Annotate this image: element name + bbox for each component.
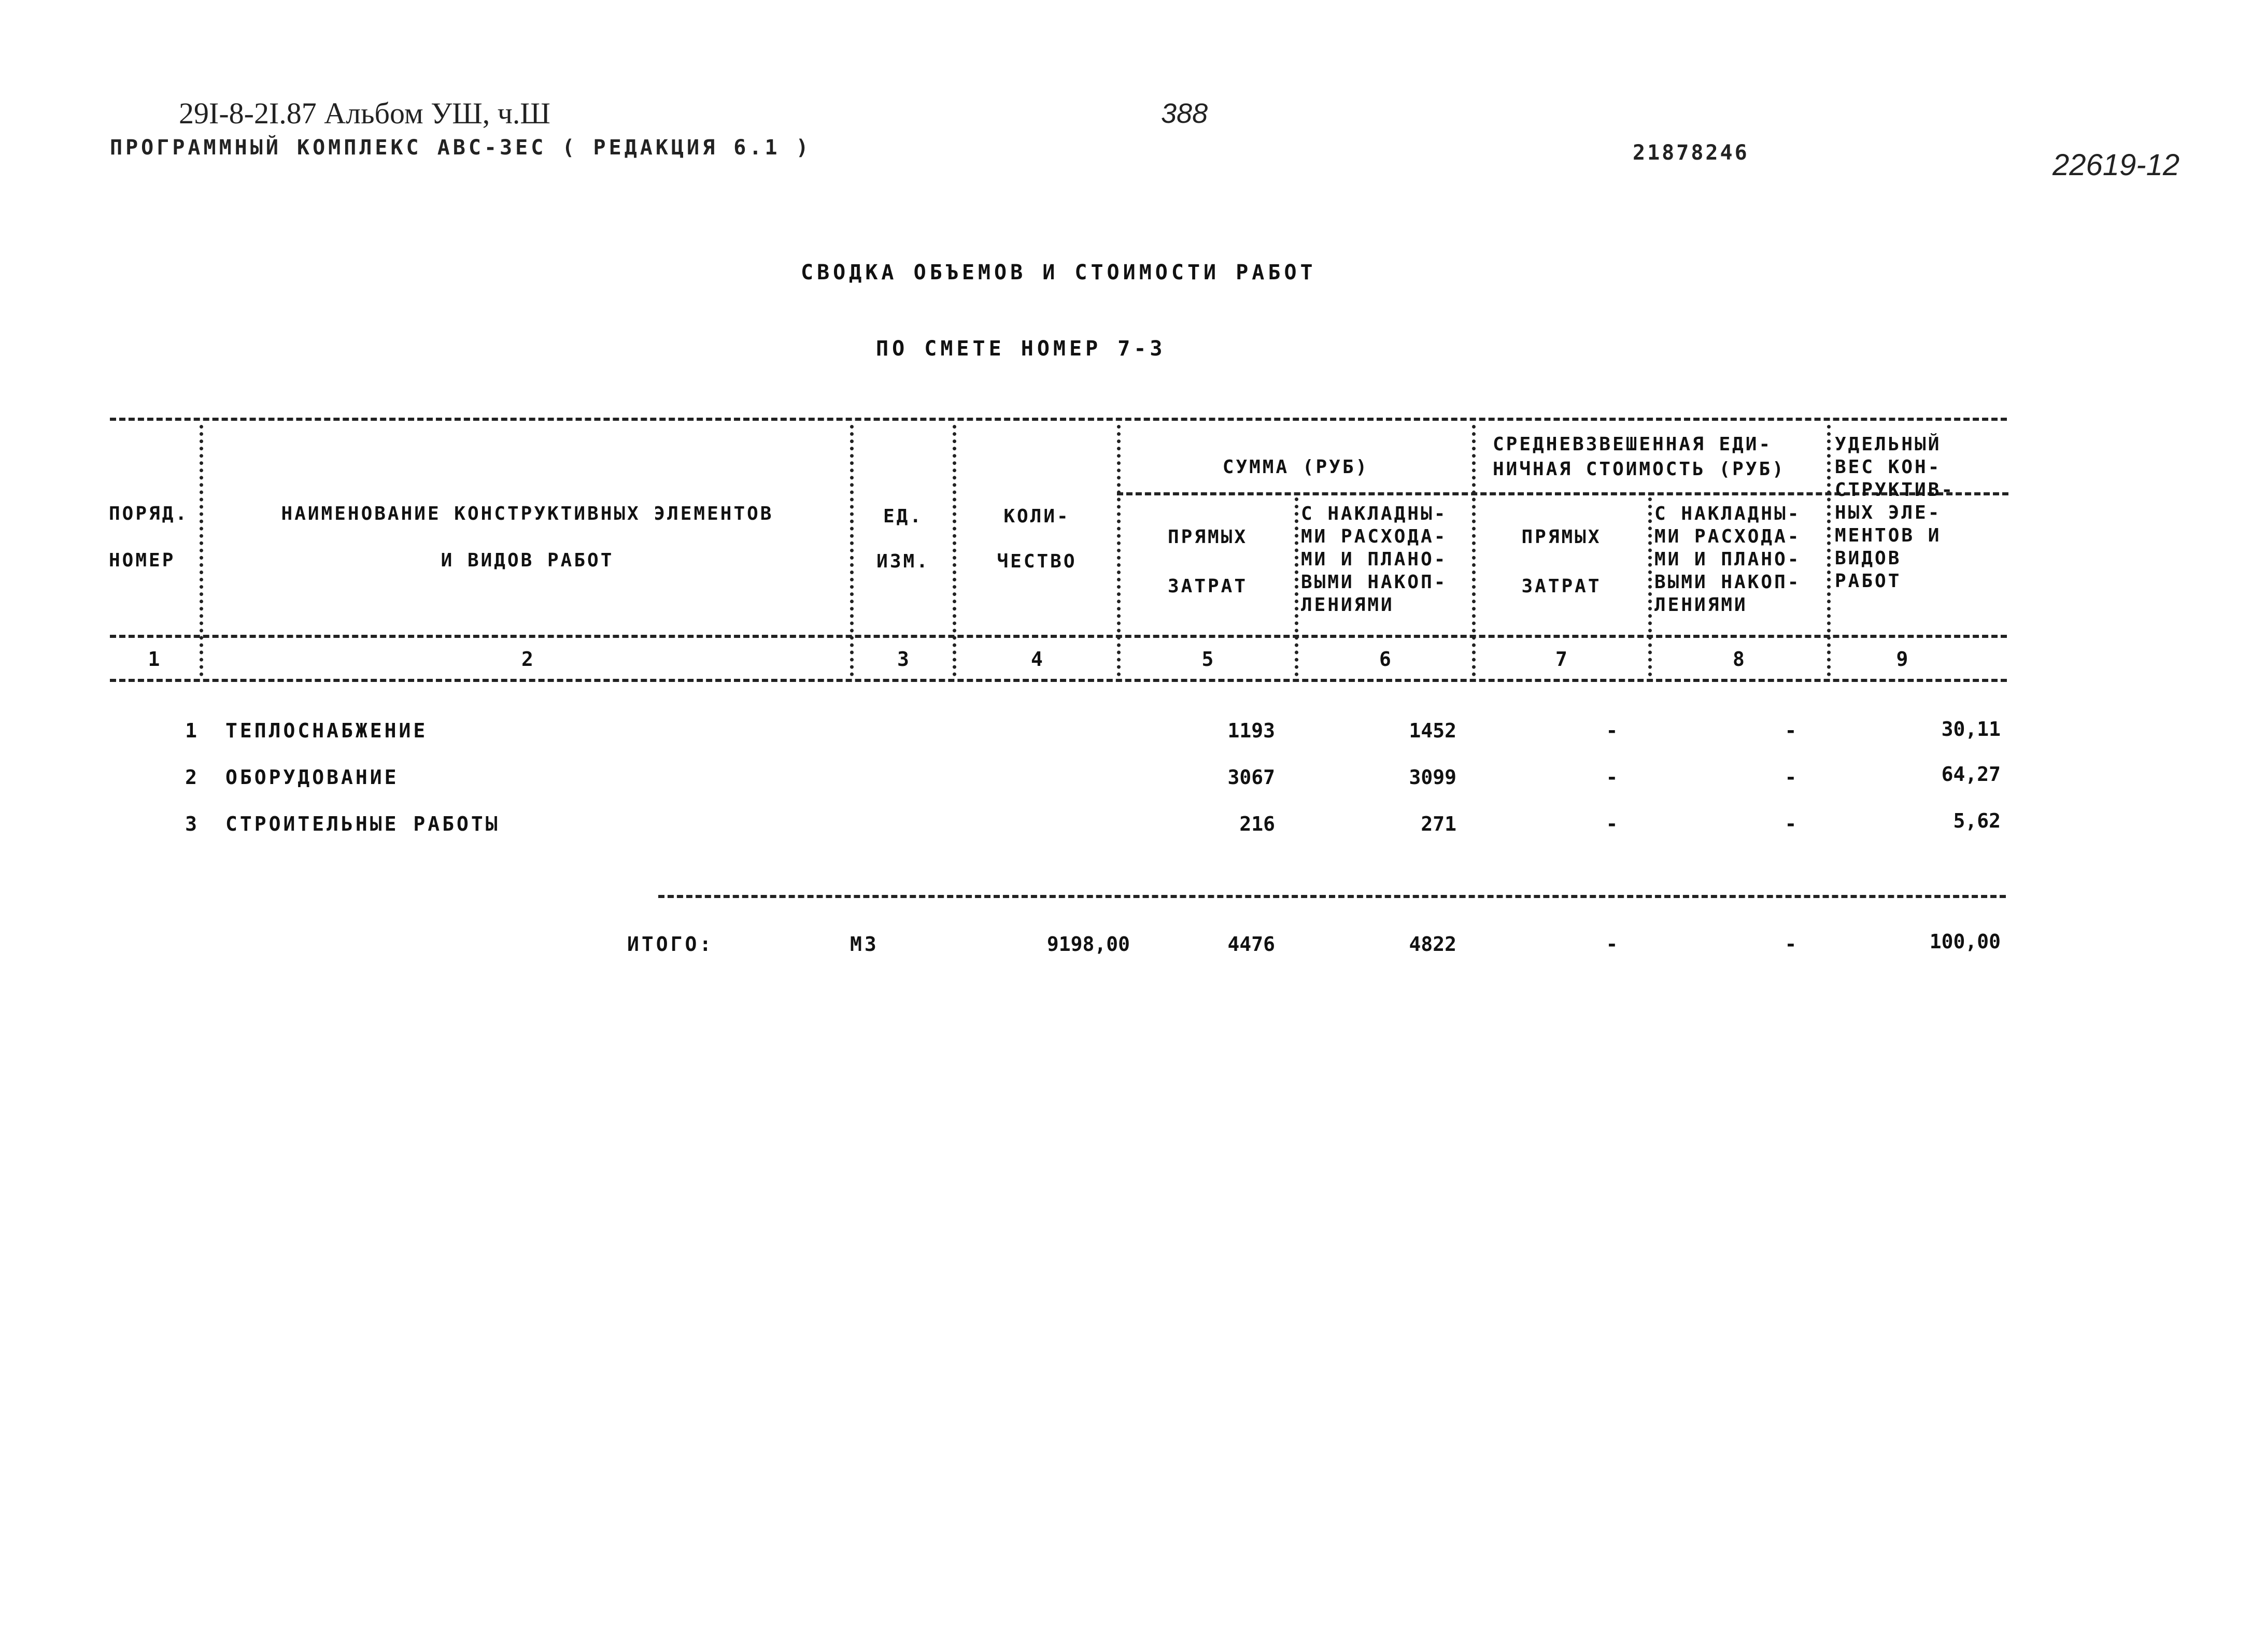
col-separator-6 — [1472, 425, 1476, 676]
total-avg-overhead: - — [1785, 933, 1797, 956]
col3-header-line1: ЕД. — [883, 506, 924, 527]
col1-header-line1: ПОРЯД. — [109, 503, 189, 524]
document-code: 21878246 — [1633, 141, 1749, 165]
col-number-7: 7 — [1555, 648, 1567, 671]
row-share: 64,27 — [1941, 763, 2001, 786]
col-separator-8 — [1827, 425, 1831, 676]
col-separator-4 — [1117, 425, 1121, 676]
col-number-5: 5 — [1201, 648, 1214, 671]
col6-header-line4: ВЫМИ НАКОП- — [1301, 572, 1448, 593]
row-avg-overhead: - — [1785, 719, 1797, 742]
row-avg-direct: - — [1606, 719, 1618, 742]
sum-group-header: СУММА (РУБ) — [1222, 457, 1369, 478]
col-separator-3 — [953, 425, 956, 676]
col-number-9: 9 — [1896, 648, 1908, 671]
col5-header-line1: ПРЯМЫХ — [1167, 526, 1248, 548]
program-line: ПРОГРАММНЫЙ КОМПЛЕКС АВС-3ЕС ( РЕДАКЦИЯ 6.1 ) — [110, 136, 812, 160]
album-reference: 29I-8-2I.87 Альбом УШ, ч.Ш — [179, 96, 550, 130]
total-label: ИТОГО: — [627, 933, 714, 956]
total-avg-direct: - — [1606, 933, 1618, 956]
col-number-1: 1 — [148, 648, 160, 671]
row-overhead: 3099 — [1409, 766, 1456, 789]
col7-header-line1: ПРЯМЫХ — [1521, 526, 1602, 548]
col9-header-line4: НЫХ ЭЛЕ- — [1835, 502, 1942, 523]
table-top-rule — [110, 418, 2007, 421]
col4-header-line2: ЧЕСТВО — [997, 551, 1077, 572]
col2-header-line2: И ВИДОВ РАБОТ — [441, 550, 614, 571]
col-number-2: 2 — [521, 648, 533, 671]
col9-header-line2: ВЕС КОН- — [1835, 457, 1942, 478]
page-subtitle: ПО СМЕТЕ НОМЕР 7-3 — [876, 337, 1166, 361]
page-title: СВОДКА ОБЪЕМОВ И СТОИМОСТИ РАБОТ — [801, 261, 1316, 284]
row-share: 5,62 — [1953, 809, 2001, 832]
col-separator-2 — [850, 425, 854, 676]
row-share: 30,11 — [1941, 718, 2001, 740]
col7-header-line2: ЗАТРАТ — [1521, 576, 1602, 597]
col8-header-line1: С НАКЛАДНЫ- — [1654, 503, 1801, 524]
row-name: ОБОРУДОВАНИЕ — [225, 766, 399, 789]
col1-header-line2: НОМЕР — [109, 550, 176, 571]
row-overhead: 271 — [1421, 813, 1456, 835]
col-separator-5 — [1295, 497, 1298, 676]
col8-header-line5: ЛЕНИЯМИ — [1654, 594, 1748, 616]
row-number: 3 — [185, 813, 197, 835]
row-avg-overhead: - — [1785, 813, 1797, 835]
header-bottom-rule — [110, 635, 2007, 638]
row-direct: 3067 — [1227, 766, 1275, 789]
col4-header-line1: КОЛИ- — [1003, 506, 1070, 527]
row-overhead: 1452 — [1409, 719, 1456, 742]
avg-group-header-line2: НИЧНАЯ СТОИМОСТЬ (РУБ) — [1493, 459, 1786, 480]
row-avg-direct: - — [1606, 766, 1618, 789]
col5-header-line2: ЗАТРАТ — [1167, 576, 1248, 597]
col9-header-line7: РАБОТ — [1835, 571, 1902, 592]
total-unit: М3 — [850, 933, 879, 956]
numbers-bottom-rule — [110, 679, 2007, 682]
col-number-6: 6 — [1379, 648, 1391, 671]
col-number-3: 3 — [897, 648, 909, 671]
row-direct: 216 — [1239, 813, 1275, 835]
total-quantity: 9198,00 — [1046, 933, 1130, 956]
col8-header-line4: ВЫМИ НАКОП- — [1654, 572, 1801, 593]
total-direct: 4476 — [1227, 933, 1275, 956]
col9-header-line5: МЕНТОВ И — [1835, 525, 1942, 546]
col3-header-line2: ИЗМ. — [876, 551, 930, 572]
col-number-8: 8 — [1733, 648, 1745, 671]
col-number-4: 4 — [1031, 648, 1043, 671]
row-number: 2 — [185, 766, 197, 789]
inventory-number: 22619-12 — [2052, 148, 2180, 182]
total-rule — [658, 895, 2006, 898]
col9-header-line6: ВИДОВ — [1835, 548, 1902, 569]
col9-header-line3: СТРУКТИВ- — [1835, 479, 1955, 501]
avg-group-header-line1: СРЕДНЕВЗВЕШЕННАЯ ЕДИ- — [1493, 434, 1773, 455]
row-avg-overhead: - — [1785, 766, 1797, 789]
col6-header-line3: МИ И ПЛАНО- — [1301, 549, 1448, 570]
total-share: 100,00 — [1929, 930, 2001, 953]
col-separator-1 — [200, 425, 203, 676]
row-number: 1 — [185, 719, 197, 742]
row-name: СТРОИТЕЛЬНЫЕ РАБОТЫ — [225, 813, 500, 835]
row-avg-direct: - — [1606, 813, 1618, 835]
page-number: 388 — [1161, 98, 1208, 129]
total-overhead: 4822 — [1409, 933, 1456, 956]
col8-header-line3: МИ И ПЛАНО- — [1654, 549, 1801, 570]
col2-header-line1: НАИМЕНОВАНИЕ КОНСТРУКТИВНЫХ ЭЛЕМЕНТОВ — [281, 503, 774, 524]
col6-header-line5: ЛЕНИЯМИ — [1301, 594, 1394, 616]
col6-header-line1: С НАКЛАДНЫ- — [1301, 503, 1448, 524]
col6-header-line2: МИ РАСХОДА- — [1301, 526, 1448, 547]
col8-header-line2: МИ РАСХОДА- — [1654, 526, 1801, 547]
col9-header-line1: УДЕЛЬНЫЙ — [1835, 434, 1942, 455]
row-name: ТЕПЛОСНАБЖЕНИЕ — [225, 719, 428, 742]
row-direct: 1193 — [1227, 719, 1275, 742]
col-separator-7 — [1648, 497, 1652, 676]
